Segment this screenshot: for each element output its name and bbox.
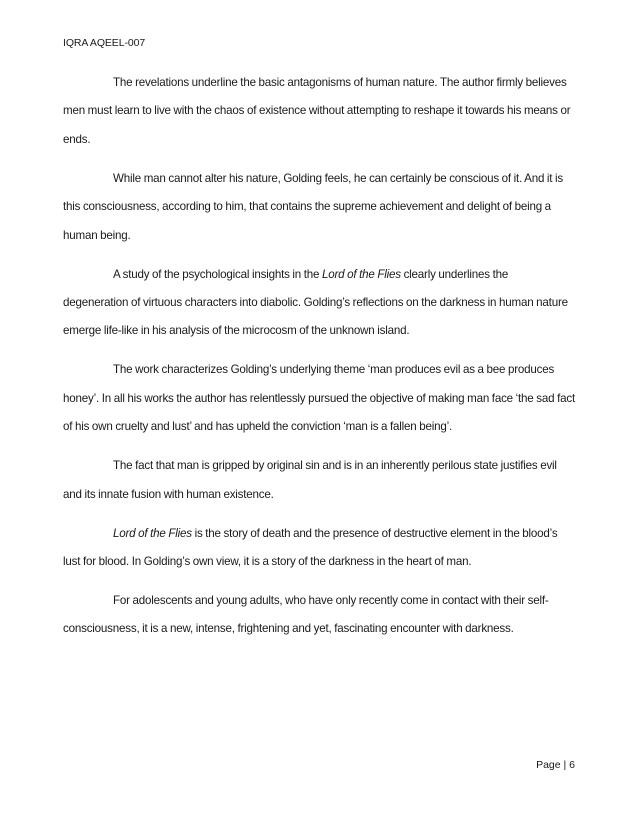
paragraph-2 bbox=[63, 165, 575, 250]
footer-divider bbox=[63, 782, 575, 783]
paragraph-6 bbox=[63, 520, 575, 577]
paragraph-text: The work characterizes Golding’s underlying theme ‘man produces evil as a bee produces honey’. In all his works the author has relentlessly pursued the objective of making man face ‘the sad fact of his own cruelty and lust’ and has upheld the conviction ‘man is a fallen being’. bbox=[63, 363, 575, 434]
book-title: Lord of the Flies bbox=[113, 526, 192, 540]
book-title: Lord of the Flies bbox=[322, 267, 401, 281]
paragraph-text: While man cannot alter his nature, Golding feels, he can certainly be conscious of it. And it is this consciousness, according to him, that contains the supreme achievement and delight of being a human being. bbox=[63, 171, 564, 242]
paragraph-7 bbox=[63, 587, 575, 644]
paragraph-1 bbox=[63, 69, 575, 154]
paragraph-4 bbox=[63, 356, 575, 441]
body-text bbox=[63, 69, 575, 644]
paragraph-text: For adolescents and young adults, who have only recently come in contact with their self-consciousness, it is a new, intense, frightening and yet, fascinating encounter with darkness. bbox=[63, 594, 549, 636]
paragraph-3 bbox=[63, 261, 575, 346]
paragraph-text: The fact that man is gripped by original sin and is in an inherently perilous state justifies evil and its innate fusion with human existence. bbox=[63, 459, 557, 501]
paragraph-text: is the story of death and the presence of destructive element in the blood’s lust for blood. In Golding’s own view, it is a story of the darkness in the heart of man. bbox=[63, 526, 558, 569]
paragraph-5 bbox=[63, 452, 575, 509]
paragraph-text: clearly underlines the degeneration of virtuous characters into diabolic. Golding’s reflections on the darkness in human nature emerge life-like in his analysis of the microcosm of the unknown island. bbox=[63, 267, 568, 338]
paragraph-text: The revelations underline the basic antagonisms of human nature. The author firmly believes men must learn to live with the chaos of existence without attempting to reshape it towards his means or ends. bbox=[63, 76, 571, 146]
page-header: IQRA AQEEL-007 bbox=[63, 37, 146, 49]
page-number: Page | 6 bbox=[536, 759, 575, 771]
paragraph-text: A study of the psychological insights in the bbox=[113, 267, 323, 281]
